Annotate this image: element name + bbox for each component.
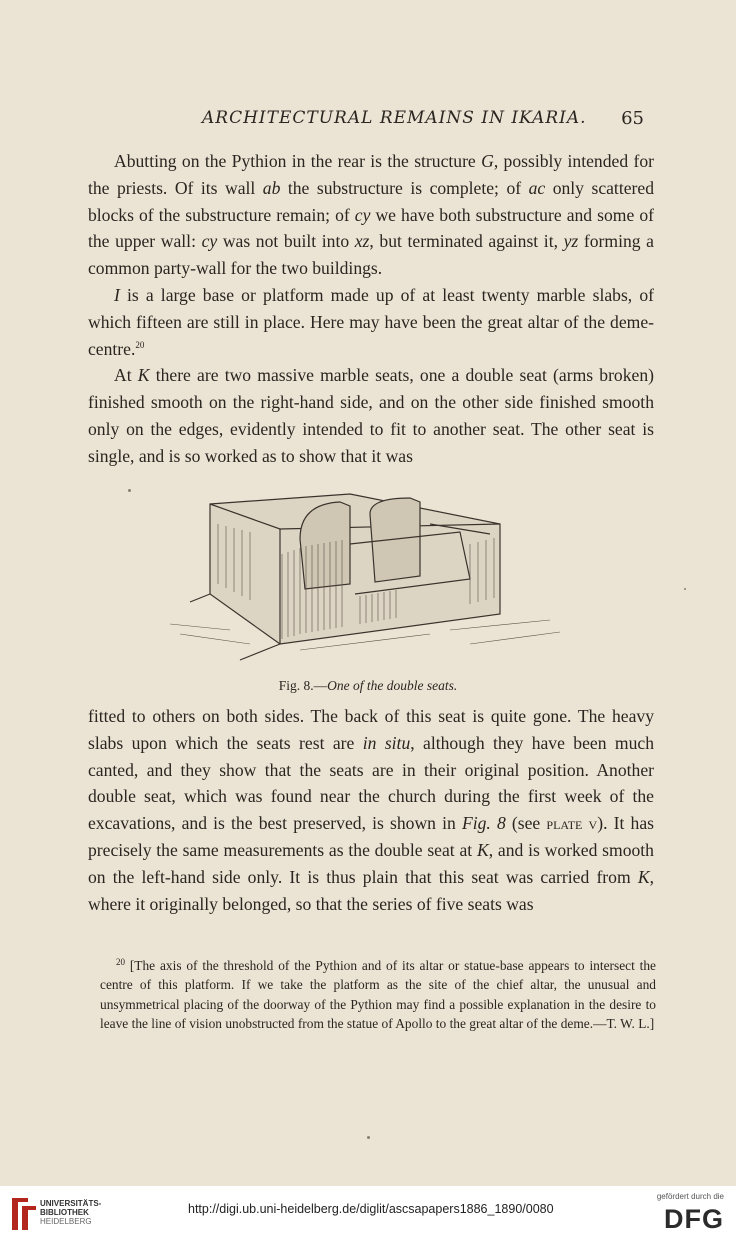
page-number: 65 (621, 108, 644, 129)
library-name: UNIVERSITÄTS- BIBLIOTHEK HEIDELBERG (40, 1199, 102, 1226)
footnote-20 (100, 953, 656, 1033)
source-url[interactable]: http://digi.ub.uni-heidelberg.de/diglit/ascsapapers1886_1890/0080 (188, 1202, 554, 1216)
paragraph-structure-g: Abutting on the Pythion in the rear is the structure G, possibly intended for the priests. Of its wall ab the substructure is complete; of ac only scattered blocks of the substructure remain; of cy we have both substructure and some of the upper wall: cy was not built into xz, but terminated against it, yz forming a common party-wall for the two buildings. (88, 151, 654, 279)
footnote-number: 20 (116, 957, 125, 967)
running-title: ARCHITECTURAL REMAINS IN IKARIA. (202, 108, 587, 128)
paper-speck (684, 588, 686, 590)
footnote-ref-20[interactable]: 20 (135, 339, 145, 350)
caption-label: Fig. 8.— (278, 678, 328, 693)
paragraph-continuation: fitted to others on both sides. The back of this seat is quite gone. The heavy slabs upon which the seats rest are in situ, although they have been much canted, and they show that the seats are in their original position. Another double seat, which was found near the church during the first week of the excavations, and is the best preserved, is shown in Fig. 8 (see plate v). It has precisely the same measurements as the double seat at K, and is worked smooth on the left-hand side only. It is thus plain that this seat was carried from K, where it originally belonged, so that the series of five seats was (88, 706, 655, 914)
figure-caption (0, 678, 736, 694)
plate-reference[interactable]: plate v (546, 813, 598, 834)
footer-bar (0, 1186, 736, 1241)
body-text-upper (88, 148, 654, 470)
paragraph-platform-i: I is a large base or platform made up of at least twenty marble slabs, of which fifteen are still in place. Here may have been the great altar of the deme-centre.$^{20}$ (88, 284, 654, 359)
footnote-text: [The axis of the threshold of the Pythion and of its altar or statue-base appears to intersect the centre of this platform. If we take the platform as the site of the chief altar, the unusual and unsymmetrical placing of the doorway of the Pythion may find a possible explanation in the desire to leave the line of vision unobstructed from the statue of Apollo to the great altar of the deme.—T. W. L.] (100, 958, 656, 1031)
paragraph-seats-k: At K there are two massive marble seats, one a double seat (arms broken) finished smooth on the right-hand side, and on the other side finished smooth only on the edges, evidently intended to fit to another seat. The other seat is single, and is so worked as to show that it was (88, 365, 654, 466)
caption-text: One of the double seats. (327, 678, 458, 693)
double-seat-illustration (170, 484, 570, 664)
body-text-lower (88, 703, 654, 917)
funded-by-label: gefördert durch die (656, 1192, 724, 1201)
paper-speck (128, 489, 131, 492)
dfg-logo: DFG (664, 1204, 724, 1234)
paper-speck (367, 1136, 370, 1139)
figure-reference[interactable]: Fig. 8 (461, 813, 506, 834)
running-head (88, 108, 650, 132)
